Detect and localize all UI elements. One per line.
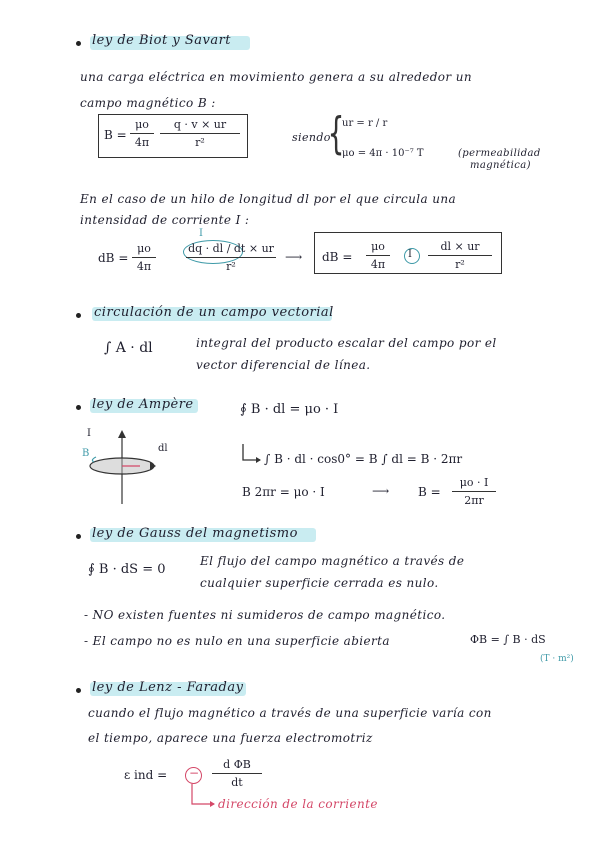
bullet-ampere	[76, 405, 81, 410]
siendo-label: siendo	[292, 131, 331, 144]
ampere-step-arrow	[240, 442, 262, 464]
siendo-brace: {	[327, 108, 345, 159]
lenz-minus: −	[189, 766, 200, 780]
r-squared-3: r²	[455, 258, 465, 271]
dB-final-lhs: dB =	[322, 250, 353, 264]
wire-line-1: En el caso de un hilo de longitud dl por el que circula una	[80, 192, 457, 206]
section-title-circulation: circulación de un campo vectorial	[94, 305, 334, 320]
r-squared: r²	[195, 136, 205, 149]
lenz-num: d ΦB	[223, 758, 251, 771]
four-pi-2: 4π	[136, 260, 152, 273]
ampere-step-3: B 2πr = μo · I	[242, 485, 325, 499]
lenz-line-1: cuando el flujo magnético a través de una superficie varía con	[88, 706, 492, 720]
ampere-result-num: μo · I	[459, 476, 489, 489]
lenz-eps: ε ind =	[124, 768, 168, 782]
circulation-desc-2: vector diferencial de línea.	[196, 358, 371, 372]
gauss-bullet-2: - El campo no es nulo en una superficie abierta	[84, 634, 390, 648]
ampere-step-2: ∫ B · dl · cos0° = B ∫ dl = B · 2πr	[264, 452, 463, 466]
lenz-note-arrow	[186, 784, 216, 814]
circulation-desc-1: integral del producto escalar del campo por el	[196, 336, 497, 350]
mu0-definition: μo = 4π · 10⁻⁷ T	[342, 148, 424, 159]
biot-line-1: una carga eléctrica en movimiento genera a su alrededor un	[80, 70, 473, 84]
ampere-wire-loop-figure	[80, 424, 190, 514]
permeability-note-2: magnética)	[470, 160, 531, 171]
dB-final-frac-mu	[366, 240, 390, 271]
gauss-desc-2: cualquier superficie cerrada es nulo.	[200, 576, 439, 590]
gauss-bullet-1: - NO existen fuentes ni sumideros de campo magnético.	[84, 608, 446, 622]
gauss-desc-1: El flujo del campo magnético a través de	[200, 554, 465, 568]
figure-label-dl: dl	[158, 443, 168, 454]
biot-frac-q	[160, 118, 240, 149]
i-label-above: I	[199, 228, 203, 239]
wire-line-2: intensidad de corriente I :	[80, 213, 250, 227]
bullet-biot	[76, 41, 81, 46]
ampere-result-den: 2πr	[464, 494, 484, 507]
gauss-bullet-1-text: NO existen fuentes ni sumideros de campo magnético.	[92, 608, 446, 622]
lenz-note: dirección de la corriente	[218, 797, 378, 811]
four-pi: 4π	[134, 136, 150, 149]
lenz-den: dt	[231, 776, 243, 789]
mu0: μo	[135, 118, 149, 131]
gauss-formula: ∮ B · dS = 0	[88, 562, 166, 577]
ampere-result-frac	[452, 476, 496, 507]
dB-final-frac-dl	[428, 240, 492, 271]
dB-frac-dq	[186, 242, 276, 273]
ur-definition: ur = r / r	[342, 118, 388, 129]
section-title-biot: ley de Biot y Savart	[92, 33, 232, 48]
mu0-2: μo	[137, 242, 151, 255]
r-squared-2: r²	[226, 260, 236, 273]
bullet-gauss	[76, 534, 81, 539]
circulation-integral: ∫ A · dl	[104, 340, 153, 356]
bullet-circulation	[76, 313, 81, 318]
gauss-bullet-2-text: El campo no es nulo en una superficie abierta	[92, 634, 390, 648]
ampere-loop-integral: ∮ B · dl = μo · I	[240, 402, 339, 417]
mu0-3: μo	[371, 240, 385, 253]
figure-label-I: I	[87, 428, 91, 439]
section-title-ampere: ley de Ampère	[92, 397, 194, 412]
dB-lhs: dB =	[98, 251, 129, 265]
ampere-result-lhs: B =	[418, 485, 441, 499]
gauss-units: (T · m²)	[540, 654, 574, 664]
I-circled: I	[408, 249, 412, 260]
q-cross: q · v × ur	[173, 118, 227, 131]
I-circle	[404, 248, 420, 264]
bullet-lenz	[76, 688, 81, 693]
figure-label-B: B	[82, 448, 90, 459]
ampere-arrow: ⟶	[372, 484, 390, 498]
dl-cross-ur: dl × ur	[440, 240, 480, 253]
lenz-frac	[212, 758, 262, 789]
dq-dt-cross: dq · dl / dt × ur	[188, 242, 274, 255]
biot-line-2: campo magnético B :	[80, 96, 216, 110]
biot-formula-lhs: B =	[104, 128, 127, 142]
section-title-gauss: ley de Gauss del magnetismo	[92, 526, 298, 541]
four-pi-3: 4π	[370, 258, 386, 271]
section-title-lenz: ley de Lenz - Faraday	[92, 680, 244, 695]
gauss-flux: ΦB = ∫ B · dS	[470, 633, 546, 646]
dB-arrow: ⟶	[285, 250, 303, 264]
biot-frac-mu	[130, 118, 154, 149]
dB-frac-mu	[132, 242, 156, 273]
permeability-note-1: (permeabilidad	[458, 148, 541, 159]
lenz-line-2: el tiempo, aparece una fuerza electromotriz	[88, 731, 373, 745]
